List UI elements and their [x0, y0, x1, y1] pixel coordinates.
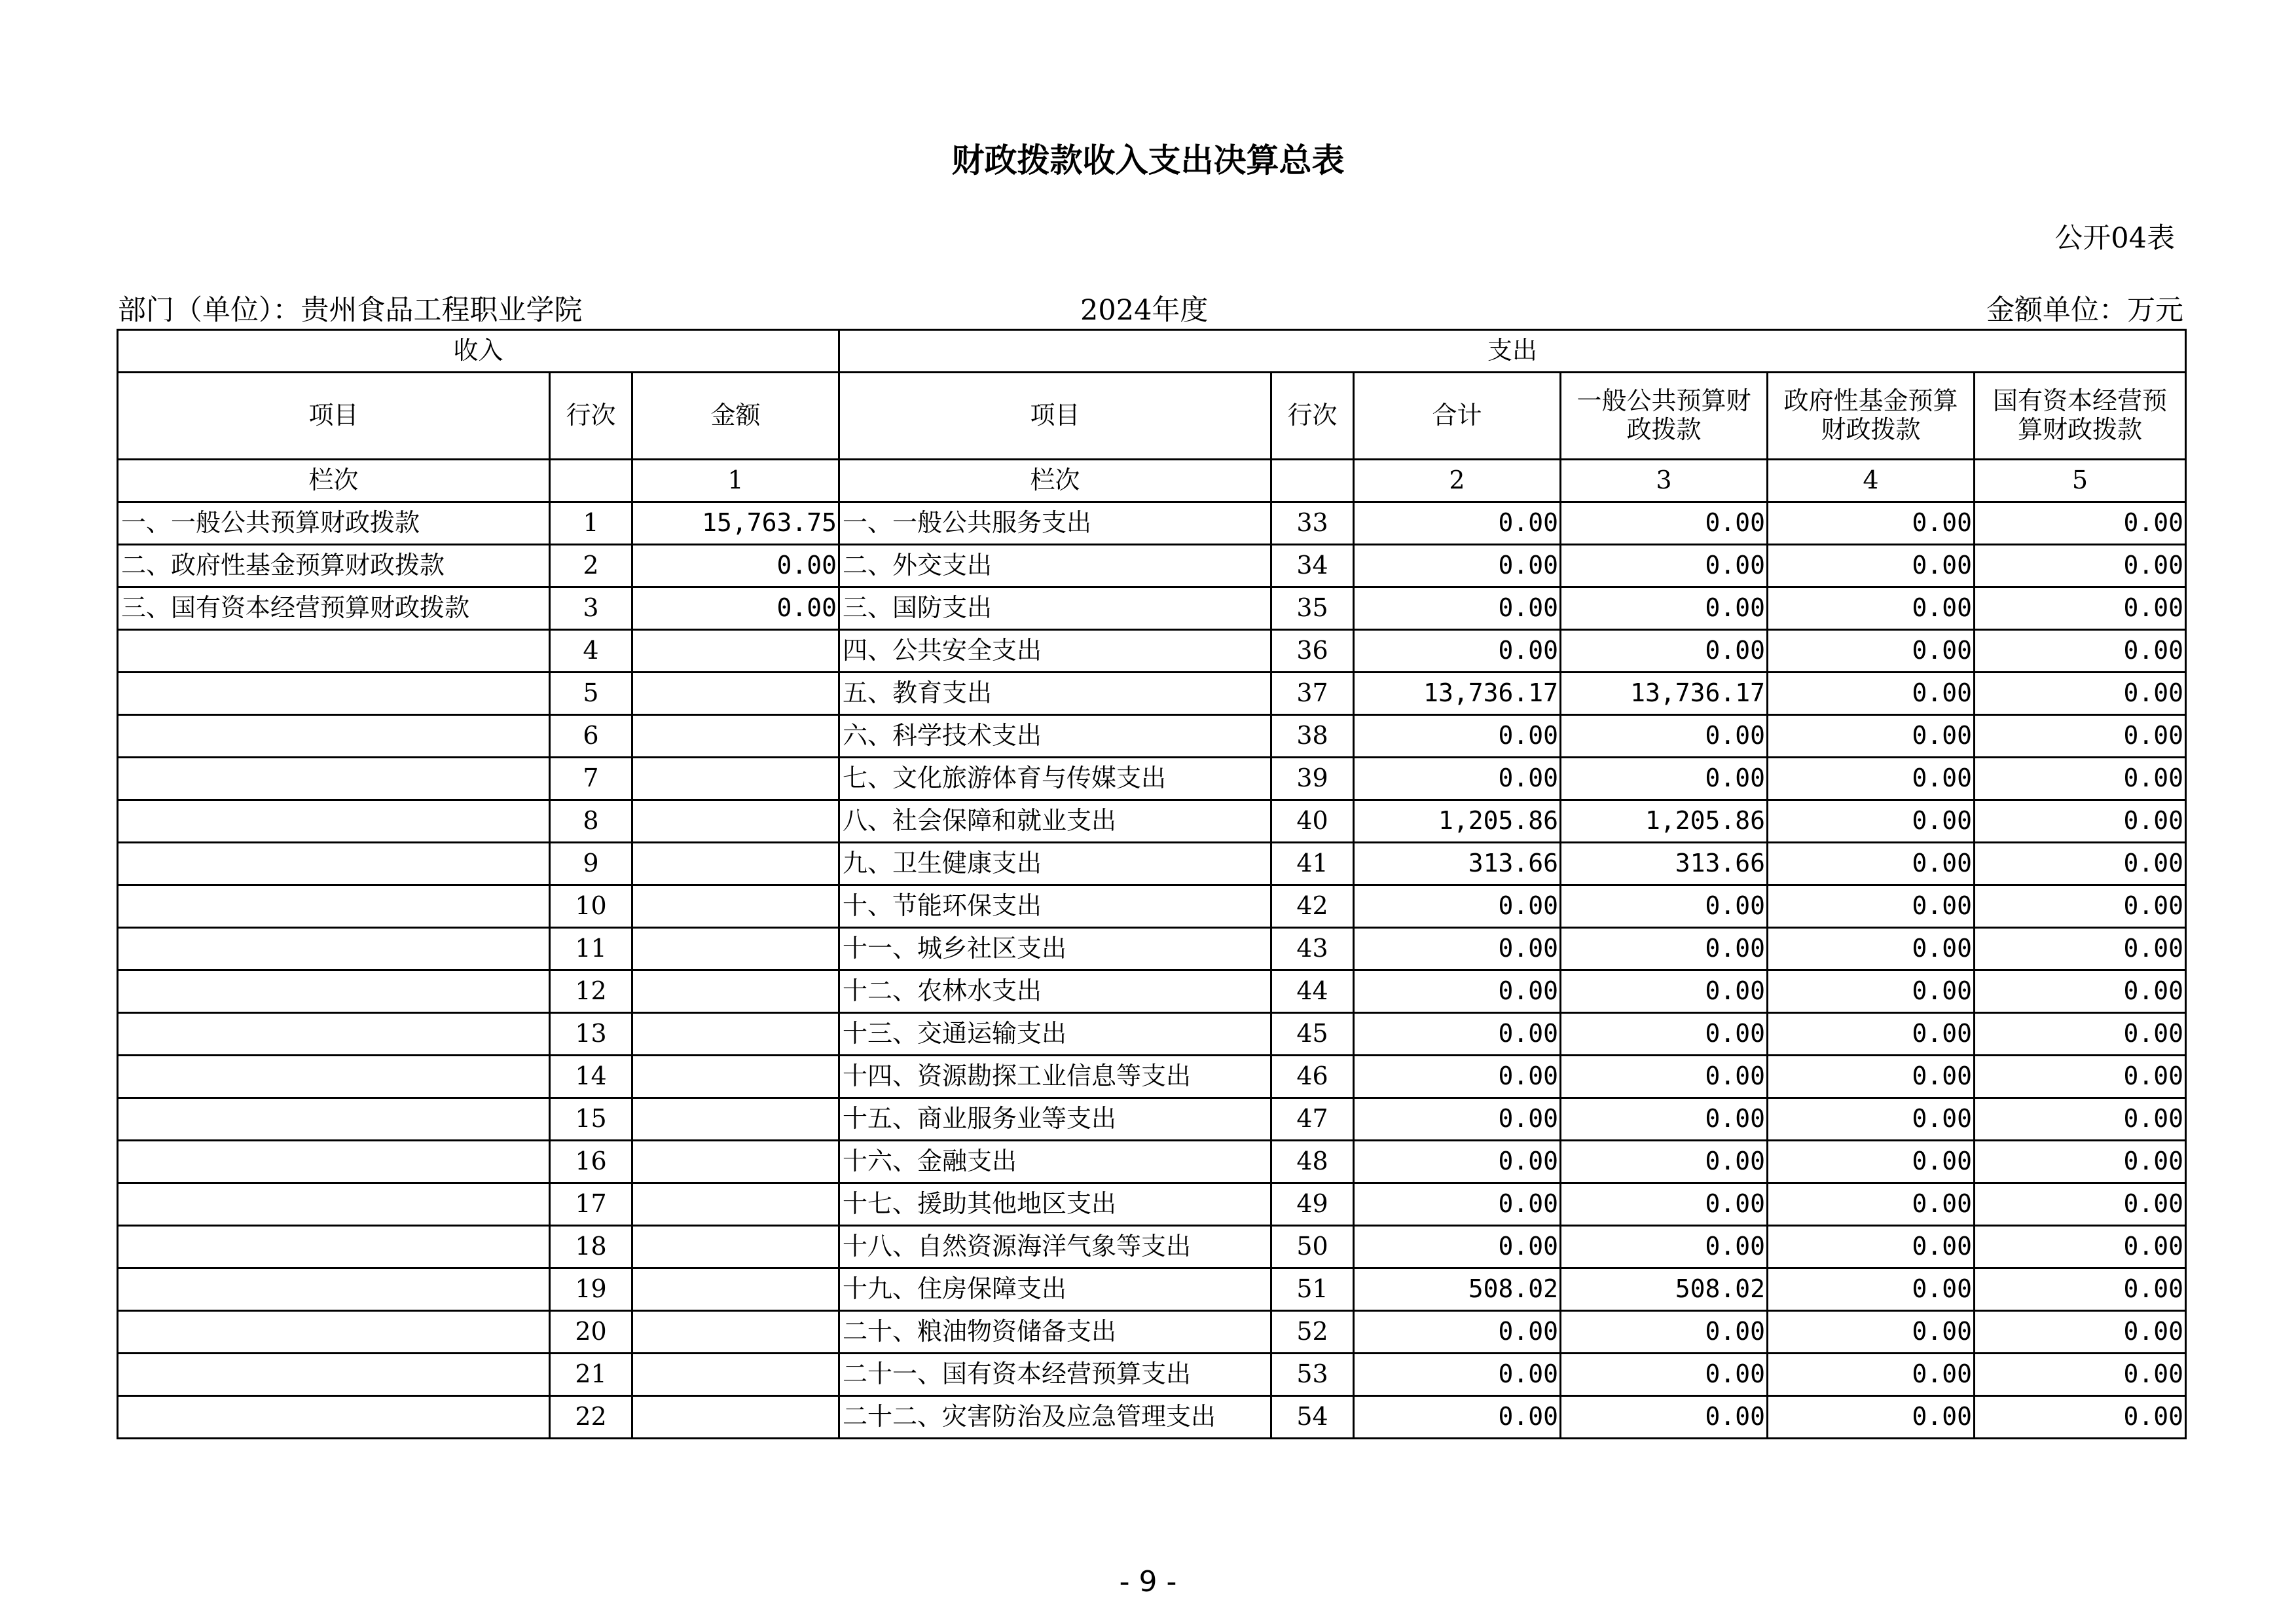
table-row: [118, 630, 2186, 673]
expense-row-number-cell: 53: [1271, 1354, 1354, 1396]
expense-item-cell: 八、社会保障和就业支出: [839, 800, 1271, 843]
income-row-number-cell: 7: [550, 758, 632, 800]
expense-row-number-cell: 36: [1271, 630, 1354, 673]
expense-total-cell: 0.00: [1354, 630, 1561, 673]
state-capital-amount-cell: 0.00: [1975, 1141, 2186, 1183]
income-row-number-cell: 4: [550, 630, 632, 673]
table-row: [118, 800, 2186, 843]
expense-item-cell: 五、教育支出: [839, 673, 1271, 715]
income-item-cell: 三、国有资本经营预算财政拨款: [118, 587, 550, 630]
expense-total-cell: 0.00: [1354, 1311, 1561, 1354]
expense-section-header: 支出: [839, 330, 2186, 373]
income-row-number-cell: 20: [550, 1311, 632, 1354]
income-item-cell: [118, 928, 550, 970]
col-index-5: 5: [1975, 460, 2186, 502]
income-item-cell: [118, 1056, 550, 1098]
expense-total-cell: 13,736.17: [1354, 673, 1561, 715]
table-row: [118, 1354, 2186, 1396]
expense-row-number-cell: 38: [1271, 715, 1354, 758]
table-row: [118, 1098, 2186, 1141]
income-item-cell: [118, 843, 550, 885]
income-amount-cell: 15,763.75: [632, 502, 839, 545]
state-capital-amount-cell: 0.00: [1975, 885, 2186, 928]
table-row: [118, 715, 2186, 758]
income-amount-cell: [632, 1183, 839, 1226]
total-header: 合计: [1354, 373, 1561, 460]
fund-budget-amount-cell: 0.00: [1768, 1098, 1975, 1141]
table-row: [118, 1226, 2186, 1268]
income-item-cell: [118, 1098, 550, 1141]
general-budget-amount-cell: 0.00: [1561, 1183, 1768, 1226]
expense-row-number-cell: 35: [1271, 587, 1354, 630]
state-capital-amount-cell: 0.00: [1975, 587, 2186, 630]
expense-row-number-cell: 49: [1271, 1183, 1354, 1226]
income-amount-cell: [632, 1226, 839, 1268]
general-budget-header: [1561, 373, 1768, 460]
income-section-header: 收入: [118, 330, 839, 373]
expense-item-cell: 一、一般公共服务支出: [839, 502, 1271, 545]
expense-rowno-index: [1271, 460, 1354, 502]
state-capital-amount-cell: 0.00: [1975, 970, 2186, 1013]
expense-row-number-cell: 45: [1271, 1013, 1354, 1056]
table-row: [118, 970, 2186, 1013]
general-budget-header-line2: 政拨款: [1626, 415, 1702, 444]
state-capital-amount-cell: 0.00: [1975, 1183, 2186, 1226]
state-capital-amount-cell: 0.00: [1975, 1268, 2186, 1311]
income-row-number-cell: 19: [550, 1268, 632, 1311]
state-capital-amount-cell: 0.00: [1975, 758, 2186, 800]
general-budget-amount-cell: 0.00: [1561, 1141, 1768, 1183]
income-amount-header: 金额: [632, 373, 839, 460]
fund-budget-header-line1: 政府性基金预算: [1783, 386, 1958, 416]
expense-total-cell: 0.00: [1354, 970, 1561, 1013]
income-item-cell: 一、一般公共预算财政拨款: [118, 502, 550, 545]
general-budget-amount-cell: 13,736.17: [1561, 673, 1768, 715]
income-row-number-cell: 8: [550, 800, 632, 843]
income-row-number-cell: 1: [550, 502, 632, 545]
income-amount-cell: [632, 1056, 839, 1098]
col-index-1: 1: [632, 460, 839, 502]
income-row-number-cell: 16: [550, 1141, 632, 1183]
fund-budget-amount-cell: 0.00: [1768, 1183, 1975, 1226]
income-item-cell: [118, 800, 550, 843]
income-row-number-cell: 3: [550, 587, 632, 630]
column-index-row: [118, 460, 2186, 502]
expense-row-number-cell: 34: [1271, 545, 1354, 587]
expense-total-cell: 0.00: [1354, 545, 1561, 587]
expense-item-cell: 九、卫生健康支出: [839, 843, 1271, 885]
fiscal-year: 2024年度: [1080, 294, 1209, 327]
table-row: [118, 758, 2186, 800]
income-item-cell: [118, 673, 550, 715]
expense-total-cell: 0.00: [1354, 1226, 1561, 1268]
state-capital-amount-cell: 0.00: [1975, 1226, 2186, 1268]
table-row: [118, 502, 2186, 545]
general-budget-amount-cell: 0.00: [1561, 1056, 1768, 1098]
income-amount-cell: [632, 885, 839, 928]
expense-total-cell: 0.00: [1354, 587, 1561, 630]
income-amount-cell: [632, 1354, 839, 1396]
income-row-number-cell: 11: [550, 928, 632, 970]
fund-budget-amount-cell: 0.00: [1768, 970, 1975, 1013]
income-amount-cell: [632, 1268, 839, 1311]
fund-budget-header-line2: 财政拨款: [1821, 415, 1921, 444]
expense-item-header: 项目: [839, 373, 1271, 460]
expense-row-number-cell: 37: [1271, 673, 1354, 715]
expense-row-number-cell: 51: [1271, 1268, 1354, 1311]
table-row: [118, 673, 2186, 715]
table-row: [118, 1311, 2186, 1354]
expense-row-number-cell: 39: [1271, 758, 1354, 800]
expense-total-cell: 0.00: [1354, 1183, 1561, 1226]
expense-total-cell: 1,205.86: [1354, 800, 1561, 843]
state-capital-amount-cell: 0.00: [1975, 800, 2186, 843]
general-budget-amount-cell: 0.00: [1561, 1354, 1768, 1396]
general-budget-amount-cell: 0.00: [1561, 715, 1768, 758]
general-budget-amount-cell: 508.02: [1561, 1268, 1768, 1311]
general-budget-amount-cell: 0.00: [1561, 630, 1768, 673]
general-budget-amount-cell: 313.66: [1561, 843, 1768, 885]
income-row-number-cell: 5: [550, 673, 632, 715]
page-title: 财政拨款收入支出决算总表: [951, 141, 1345, 179]
expense-total-cell: 0.00: [1354, 1396, 1561, 1439]
expense-item-cell: 十八、自然资源海洋气象等支出: [839, 1226, 1271, 1268]
department-label: 部门（单位）：贵州食品工程职业学院: [118, 294, 583, 327]
income-item-header: 项目: [118, 373, 550, 460]
state-capital-amount-cell: 0.00: [1975, 843, 2186, 885]
income-item-cell: [118, 970, 550, 1013]
expense-total-cell: 0.00: [1354, 1141, 1561, 1183]
state-capital-amount-cell: 0.00: [1975, 1098, 2186, 1141]
col-index-3: 3: [1561, 460, 1768, 502]
fund-budget-amount-cell: 0.00: [1768, 758, 1975, 800]
expense-item-cell: 二十、粮油物资储备支出: [839, 1311, 1271, 1354]
general-budget-amount-cell: 0.00: [1561, 502, 1768, 545]
general-budget-header-line1: 一般公共预算财: [1576, 386, 1751, 416]
income-amount-cell: [632, 843, 839, 885]
expense-item-cell: 二、外交支出: [839, 545, 1271, 587]
fund-budget-amount-cell: 0.00: [1768, 800, 1975, 843]
expense-total-cell: 0.00: [1354, 758, 1561, 800]
expense-item-cell: 十七、援助其他地区支出: [839, 1183, 1271, 1226]
fund-budget-amount-cell: 0.00: [1768, 843, 1975, 885]
state-capital-amount-cell: 0.00: [1975, 502, 2186, 545]
state-capital-amount-cell: 0.00: [1975, 545, 2186, 587]
col-index-2: 2: [1354, 460, 1561, 502]
expense-item-cell: 四、公共安全支出: [839, 630, 1271, 673]
fund-budget-header: [1768, 373, 1975, 460]
general-budget-amount-cell: 0.00: [1561, 545, 1768, 587]
income-row-number-cell: 6: [550, 715, 632, 758]
expense-total-cell: 0.00: [1354, 885, 1561, 928]
income-amount-cell: [632, 1098, 839, 1141]
income-item-cell: [118, 1226, 550, 1268]
income-item-cell: [118, 1396, 550, 1439]
expense-item-cell: 十、节能环保支出: [839, 885, 1271, 928]
state-capital-amount-cell: 0.00: [1975, 630, 2186, 673]
expense-total-cell: 0.00: [1354, 1013, 1561, 1056]
income-row-number-cell: 10: [550, 885, 632, 928]
general-budget-amount-cell: 0.00: [1561, 1311, 1768, 1354]
income-item-cell: [118, 1268, 550, 1311]
state-capital-amount-cell: 0.00: [1975, 715, 2186, 758]
fund-budget-amount-cell: 0.00: [1768, 1268, 1975, 1311]
expense-total-cell: 0.00: [1354, 1098, 1561, 1141]
table-row: [118, 885, 2186, 928]
table-row: [118, 1183, 2186, 1226]
fund-budget-amount-cell: 0.00: [1768, 587, 1975, 630]
income-row-number-cell: 2: [550, 545, 632, 587]
expense-total-cell: 0.00: [1354, 928, 1561, 970]
expense-item-cell: 十一、城乡社区支出: [839, 928, 1271, 970]
income-row-number-cell: 12: [550, 970, 632, 1013]
income-row-number-cell: 14: [550, 1056, 632, 1098]
state-capital-header: [1975, 373, 2186, 460]
income-row-number-cell: 17: [550, 1183, 632, 1226]
income-item-cell: [118, 758, 550, 800]
expense-item-cell: 十六、金融支出: [839, 1141, 1271, 1183]
income-item-cell: [118, 1141, 550, 1183]
income-amount-cell: [632, 800, 839, 843]
fund-budget-amount-cell: 0.00: [1768, 885, 1975, 928]
expense-row-number-cell: 48: [1271, 1141, 1354, 1183]
income-amount-cell: [632, 970, 839, 1013]
fund-budget-amount-cell: 0.00: [1768, 1354, 1975, 1396]
general-budget-amount-cell: 0.00: [1561, 928, 1768, 970]
form-number: 公开04表: [2054, 222, 2175, 255]
income-row-number-cell: 9: [550, 843, 632, 885]
expense-row-number-cell: 47: [1271, 1098, 1354, 1141]
state-capital-header-line2: 算财政拨款: [2018, 415, 2143, 444]
fund-budget-amount-cell: 0.00: [1768, 1056, 1975, 1098]
fund-budget-amount-cell: 0.00: [1768, 928, 1975, 970]
expense-row-number-cell: 42: [1271, 885, 1354, 928]
expense-row-number-cell: 33: [1271, 502, 1354, 545]
table-row: [118, 545, 2186, 587]
expense-row-number-cell: 50: [1271, 1226, 1354, 1268]
fund-budget-amount-cell: 0.00: [1768, 502, 1975, 545]
table-row: [118, 587, 2186, 630]
income-amount-cell: [632, 1013, 839, 1056]
fund-budget-amount-cell: 0.00: [1768, 673, 1975, 715]
state-capital-amount-cell: 0.00: [1975, 1396, 2186, 1439]
income-item-cell: [118, 715, 550, 758]
fund-budget-amount-cell: 0.00: [1768, 1311, 1975, 1354]
expense-total-cell: 0.00: [1354, 715, 1561, 758]
income-row-number-cell: 15: [550, 1098, 632, 1141]
income-row-number-cell: 22: [550, 1396, 632, 1439]
state-capital-amount-cell: 0.00: [1975, 673, 2186, 715]
state-capital-amount-cell: 0.00: [1975, 1311, 2186, 1354]
fund-budget-amount-cell: 0.00: [1768, 715, 1975, 758]
state-capital-amount-cell: 0.00: [1975, 1354, 2186, 1396]
expense-item-cell: 七、文化旅游体育与传媒支出: [839, 758, 1271, 800]
general-budget-amount-cell: 0.00: [1561, 1098, 1768, 1141]
expense-row-number-cell: 40: [1271, 800, 1354, 843]
table-row: [118, 1013, 2186, 1056]
income-item-cell: [118, 1183, 550, 1226]
amount-unit: 金额单位：万元: [1986, 294, 2183, 327]
expense-item-cell: 十九、住房保障支出: [839, 1268, 1271, 1311]
general-budget-amount-cell: 0.00: [1561, 885, 1768, 928]
expense-item-cell: 六、科学技术支出: [839, 715, 1271, 758]
income-rowno-header: 行次: [550, 373, 632, 460]
col-index-4: 4: [1768, 460, 1975, 502]
state-capital-amount-cell: 0.00: [1975, 1013, 2186, 1056]
income-item-cell: [118, 630, 550, 673]
expense-item-cell: 十四、资源勘探工业信息等支出: [839, 1056, 1271, 1098]
income-item-cell: 二、政府性基金预算财政拨款: [118, 545, 550, 587]
expense-total-cell: 0.00: [1354, 1056, 1561, 1098]
fund-budget-amount-cell: 0.00: [1768, 1141, 1975, 1183]
state-capital-amount-cell: 0.00: [1975, 928, 2186, 970]
expense-item-cell: 十二、农林水支出: [839, 970, 1271, 1013]
header-row-columns: [118, 373, 2186, 460]
expense-total-cell: 508.02: [1354, 1268, 1561, 1311]
general-budget-amount-cell: 0.00: [1561, 1226, 1768, 1268]
expense-row-number-cell: 54: [1271, 1396, 1354, 1439]
fund-budget-amount-cell: 0.00: [1768, 1226, 1975, 1268]
expense-item-cell: 十五、商业服务业等支出: [839, 1098, 1271, 1141]
table-row: [118, 1141, 2186, 1183]
table-row: [118, 928, 2186, 970]
expense-total-cell: 0.00: [1354, 502, 1561, 545]
fund-budget-amount-cell: 0.00: [1768, 1396, 1975, 1439]
income-rowno-index: [550, 460, 632, 502]
income-item-cell: [118, 1013, 550, 1056]
income-amount-cell: [632, 1396, 839, 1439]
expense-item-cell: 二十一、国有资本经营预算支出: [839, 1354, 1271, 1396]
general-budget-amount-cell: 0.00: [1561, 1013, 1768, 1056]
table-row: [118, 1396, 2186, 1439]
fund-budget-amount-cell: 0.00: [1768, 630, 1975, 673]
fund-budget-amount-cell: 0.00: [1768, 1013, 1975, 1056]
expense-row-number-cell: 52: [1271, 1311, 1354, 1354]
income-row-number-cell: 18: [550, 1226, 632, 1268]
expense-item-cell: 二十二、灾害防治及应急管理支出: [839, 1396, 1271, 1439]
expense-rowno-header: 行次: [1271, 373, 1354, 460]
general-budget-amount-cell: 0.00: [1561, 1396, 1768, 1439]
general-budget-amount-cell: 0.00: [1561, 758, 1768, 800]
general-budget-amount-cell: 0.00: [1561, 970, 1768, 1013]
expense-row-number-cell: 43: [1271, 928, 1354, 970]
income-row-number-cell: 13: [550, 1013, 632, 1056]
income-amount-cell: [632, 1141, 839, 1183]
expense-row-number-cell: 41: [1271, 843, 1354, 885]
income-amount-cell: [632, 630, 839, 673]
table-row: [118, 1056, 2186, 1098]
income-amount-cell: 0.00: [632, 587, 839, 630]
income-amount-cell: [632, 928, 839, 970]
income-item-cell: [118, 1354, 550, 1396]
table-row: [118, 1268, 2186, 1311]
page-number: - 9 -: [1119, 1565, 1177, 1598]
income-amount-cell: [632, 715, 839, 758]
general-budget-amount-cell: 0.00: [1561, 587, 1768, 630]
report-meta: [118, 288, 2183, 329]
expense-item-cell: 三、国防支出: [839, 587, 1271, 630]
income-amount-cell: [632, 1311, 839, 1354]
expense-col-label: 栏次: [839, 460, 1271, 502]
state-capital-header-line1: 国有资本经营预: [1993, 386, 2168, 416]
income-amount-cell: [632, 673, 839, 715]
expense-row-number-cell: 44: [1271, 970, 1354, 1013]
income-amount-cell: 0.00: [632, 545, 839, 587]
income-item-cell: [118, 1311, 550, 1354]
state-capital-amount-cell: 0.00: [1975, 1056, 2186, 1098]
income-item-cell: [118, 885, 550, 928]
budget-table: [117, 329, 2187, 1439]
fund-budget-amount-cell: 0.00: [1768, 545, 1975, 587]
expense-total-cell: 0.00: [1354, 1354, 1561, 1396]
expense-row-number-cell: 46: [1271, 1056, 1354, 1098]
table-row: [118, 843, 2186, 885]
expense-item-cell: 十三、交通运输支出: [839, 1013, 1271, 1056]
expense-total-cell: 313.66: [1354, 843, 1561, 885]
income-amount-cell: [632, 758, 839, 800]
header-row-sections: [118, 330, 2186, 373]
general-budget-amount-cell: 1,205.86: [1561, 800, 1768, 843]
income-row-number-cell: 21: [550, 1354, 632, 1396]
income-col-label: 栏次: [118, 460, 550, 502]
